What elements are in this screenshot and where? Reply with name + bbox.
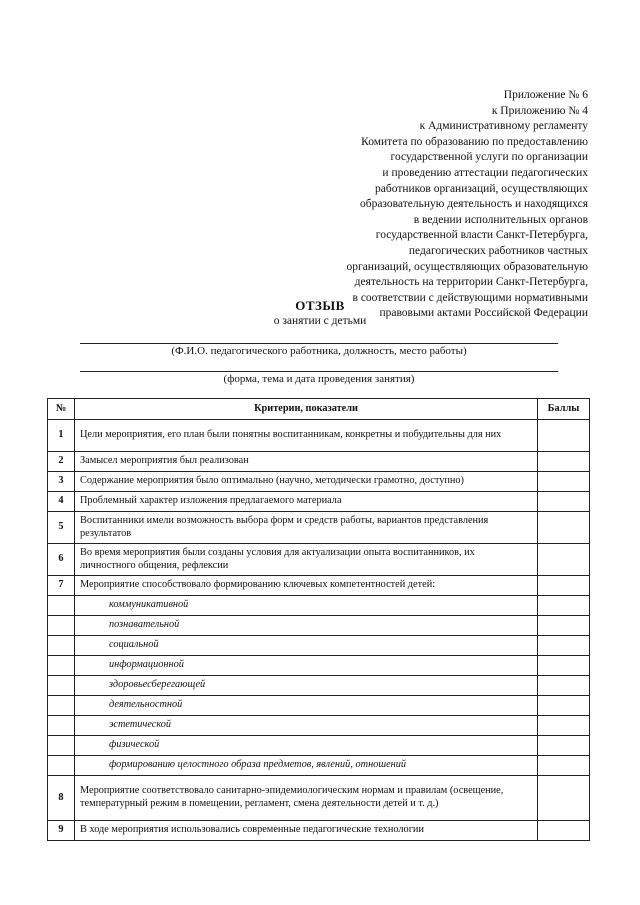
row-criterion: эстетической [75, 716, 538, 736]
row-number [48, 656, 75, 676]
table-row [48, 512, 590, 544]
row-number: 1 [48, 420, 75, 452]
row-score-cell[interactable] [538, 596, 590, 616]
row-number [48, 596, 75, 616]
table-row [48, 716, 590, 736]
row-score-cell[interactable] [538, 512, 590, 544]
table-row [48, 756, 590, 776]
table-row [48, 596, 590, 616]
row-number: 6 [48, 544, 75, 576]
row-score-cell[interactable] [538, 452, 590, 472]
table-row [48, 776, 590, 821]
row-criterion: познавательной [75, 616, 538, 636]
row-criterion: формированию целостного образа предметов, явлений, отношений [75, 756, 538, 776]
row-score-cell[interactable] [538, 616, 590, 636]
lesson-field-caption: (форма, тема и дата проведения занятия) [223, 373, 415, 385]
header-score: Баллы [538, 399, 590, 420]
row-number [48, 696, 75, 716]
row-criterion: Воспитанники имели возможность выбора форм и средств работы, вариантов представления результатов [75, 512, 538, 544]
header-num: № [48, 399, 75, 420]
row-number [48, 616, 75, 636]
appendix-line: деятельность на территории Санкт-Петербурга, [354, 276, 588, 289]
row-score-cell[interactable] [538, 821, 590, 841]
teacher-field-caption: (Ф.И.О. педагогического работника, должность, место работы) [171, 345, 467, 357]
row-criterion: социальной [75, 636, 538, 656]
row-criterion: физической [75, 736, 538, 756]
table-row [48, 492, 590, 512]
appendix-line: государственной власти Санкт-Петербурга, [375, 229, 588, 242]
row-criterion: В ходе мероприятия использовались современные педагогические технологии [75, 821, 538, 841]
appendix-line: Комитета по образованию по предоставлению [361, 135, 588, 148]
row-score-cell[interactable] [538, 420, 590, 452]
row-criterion: Мероприятие способствовало формированию ключевых компетентностей детей: [75, 576, 538, 596]
row-criterion: Мероприятие соответствовало санитарно-эпидемиологическим нормам и правилам (освещение, температурный режим в помещении, регламент, смена деятельности детей и т. д.) [75, 776, 538, 821]
row-number: 9 [48, 821, 75, 841]
row-number: 4 [48, 492, 75, 512]
table-row [48, 472, 590, 492]
table-header-row [48, 399, 590, 420]
table-row [48, 420, 590, 452]
row-criterion: Во время мероприятия были созданы условия для актуализации опыта воспитанников, их личностного общения, рефлексии [75, 544, 538, 576]
row-number: 8 [48, 776, 75, 821]
header-criteria: Критерии, показатели [75, 399, 538, 420]
row-number: 5 [48, 512, 75, 544]
appendix-line: образовательную деятельность и находящихся [359, 198, 588, 211]
table-row [48, 452, 590, 472]
row-criterion: деятельностной [75, 696, 538, 716]
table-row [48, 576, 590, 596]
row-criterion: информационной [75, 656, 538, 676]
appendix-line: государственной услуги по организации [390, 151, 588, 164]
appendix-line: Приложение № 6 [503, 89, 588, 101]
row-number: 2 [48, 452, 75, 472]
row-score-cell[interactable] [538, 544, 590, 576]
table-row [48, 736, 590, 756]
row-score-cell[interactable] [538, 636, 590, 656]
document-title: ОТЗЫВ [295, 298, 345, 313]
row-criterion: здоровьесберегающей [75, 676, 538, 696]
row-score-cell[interactable] [538, 756, 590, 776]
row-criterion: коммуникативной [75, 596, 538, 616]
appendix-line: педагогических работников частных [408, 244, 588, 257]
row-criterion: Проблемный характер изложения предлагаемого материала [75, 492, 538, 512]
appendix-line: в соответствии с действующими нормативными [352, 291, 588, 304]
appendix-line: в ведении исполнительных органов [413, 213, 588, 226]
row-criterion: Содержание мероприятия было оптимально (научно, методически грамотно, доступно) [75, 472, 538, 492]
teacher-fill-line [80, 343, 558, 344]
row-score-cell[interactable] [538, 576, 590, 596]
appendix-line: работников организаций, осуществляющих [375, 182, 588, 195]
appendix-line: к Административному регламенту [419, 120, 588, 133]
row-number [48, 756, 75, 776]
row-number [48, 636, 75, 656]
row-number [48, 716, 75, 736]
row-score-cell[interactable] [538, 492, 590, 512]
row-score-cell[interactable] [538, 676, 590, 696]
document-subtitle: о занятии с детьми [273, 315, 367, 327]
table-row [48, 616, 590, 636]
table-row [48, 636, 590, 656]
row-score-cell[interactable] [538, 776, 590, 821]
row-score-cell[interactable] [538, 696, 590, 716]
table-row [48, 821, 590, 841]
criteria-table [47, 398, 590, 841]
appendix-line: и проведению аттестации педагогических [382, 166, 588, 179]
row-score-cell[interactable] [538, 472, 590, 492]
row-score-cell[interactable] [538, 656, 590, 676]
appendix-line: к Приложению № 4 [491, 104, 588, 117]
table-row [48, 676, 590, 696]
row-criterion: Замысел мероприятия был реализован [75, 452, 538, 472]
appendix-line: правовыми актами Российской Федерации [379, 307, 588, 320]
row-number: 3 [48, 472, 75, 492]
row-score-cell[interactable] [538, 736, 590, 756]
row-number [48, 676, 75, 696]
row-number [48, 736, 75, 756]
table-row [48, 656, 590, 676]
row-number: 7 [48, 576, 75, 596]
appendix-line: организаций, осуществляющих образовательную [346, 260, 588, 273]
row-criterion: Цели мероприятия, его план были понятны воспитанникам, конкретны и побудительны для них [75, 420, 538, 452]
appendix-header [268, 88, 588, 322]
row-score-cell[interactable] [538, 716, 590, 736]
lesson-fill-line [80, 371, 558, 372]
table-row [48, 544, 590, 576]
table-row [48, 696, 590, 716]
